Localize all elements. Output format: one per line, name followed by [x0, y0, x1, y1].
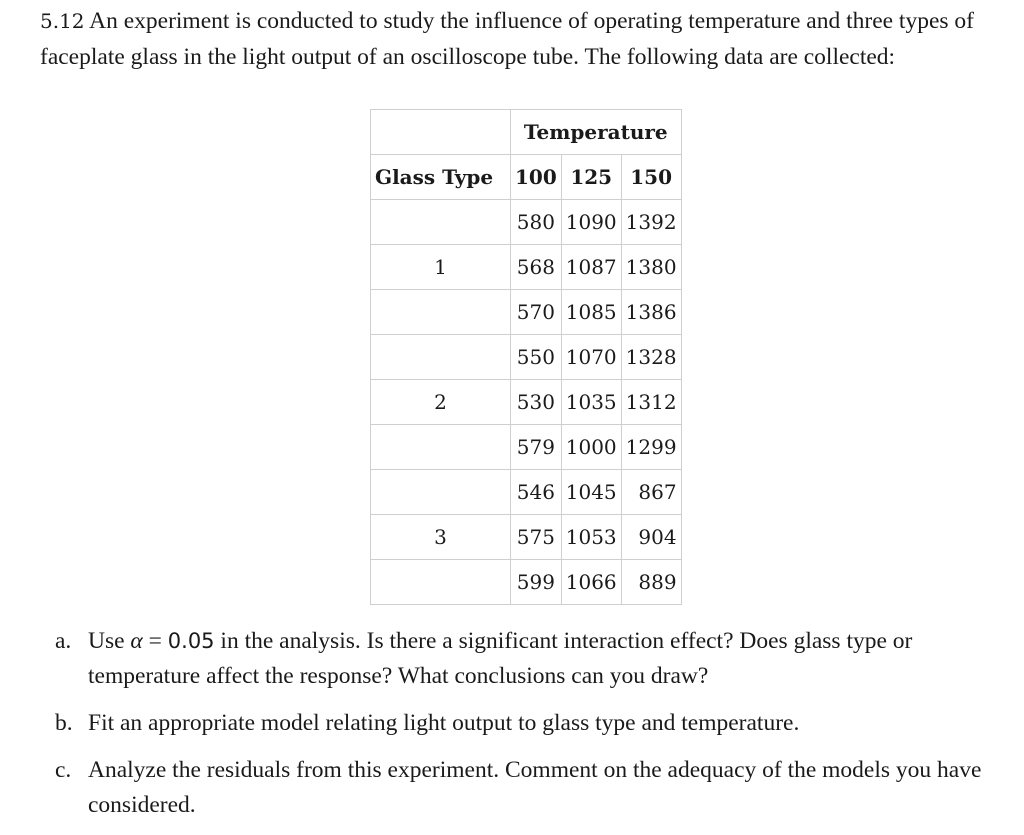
glass-type-cell	[371, 200, 511, 245]
light-output-cell: 599	[511, 560, 562, 605]
question-text	[88, 624, 1010, 694]
table-row	[371, 560, 682, 605]
light-output-cell: 867	[621, 470, 681, 515]
problem-number: 5.12	[40, 9, 85, 33]
glass-type-cell: 1	[371, 245, 511, 290]
table-row	[371, 425, 682, 470]
glass-type-cell	[371, 425, 511, 470]
table-row	[371, 200, 682, 245]
table-row	[371, 515, 682, 560]
table-body	[371, 200, 682, 605]
light-output-cell: 1392	[621, 200, 681, 245]
light-output-cell: 1035	[561, 380, 621, 425]
light-output-cell: 579	[511, 425, 562, 470]
light-output-cell: 1087	[561, 245, 621, 290]
question-b	[55, 706, 1010, 741]
light-output-cell: 1070	[561, 335, 621, 380]
light-output-cell: 1386	[621, 290, 681, 335]
light-output-cell: 1045	[561, 470, 621, 515]
light-output-cell: 550	[511, 335, 562, 380]
light-output-cell: 570	[511, 290, 562, 335]
temp-col-header: 150	[621, 155, 681, 200]
temp-col-header: 125	[561, 155, 621, 200]
question-text: Fit an appropriate model relating light output to glass type and temperature.	[88, 710, 800, 736]
light-output-cell: 1000	[561, 425, 621, 470]
light-output-cell: 1328	[621, 335, 681, 380]
question-a	[55, 624, 1010, 694]
question-letter: b.	[55, 710, 73, 736]
glass-type-cell	[371, 290, 511, 335]
question-c	[55, 753, 1010, 823]
light-output-cell: 530	[511, 380, 562, 425]
light-output-cell: 1312	[621, 380, 681, 425]
glass-type-cell	[371, 560, 511, 605]
glass-type-cell	[371, 335, 511, 380]
light-output-cell: 1066	[561, 560, 621, 605]
table-row	[371, 380, 682, 425]
question-a-post: in the analysis. Is there a significant interaction effect? Does glass type or temperature affect the response? What conclusions can you draw?	[88, 628, 913, 689]
question-letter: a.	[55, 628, 72, 654]
light-output-cell: 1090	[561, 200, 621, 245]
table-header-row-1	[371, 110, 682, 155]
light-output-cell: 1380	[621, 245, 681, 290]
light-output-cell: 580	[511, 200, 562, 245]
question-text: Analyze the residuals from this experiment. Comment on the adequacy of the models you have considered.	[88, 757, 982, 818]
table-row	[371, 470, 682, 515]
question-a-pre: Use	[88, 628, 125, 654]
light-output-cell: 889	[621, 560, 681, 605]
alpha-symbol: α	[130, 628, 143, 654]
glass-type-cell	[371, 470, 511, 515]
equals-sign: =	[142, 628, 168, 654]
table-row	[371, 290, 682, 335]
table-header-row-2	[371, 155, 682, 200]
table-row	[371, 335, 682, 380]
data-table	[370, 109, 682, 605]
light-output-cell: 546	[511, 470, 562, 515]
light-output-cell: 1085	[561, 290, 621, 335]
glass-type-header: Glass Type	[371, 155, 511, 200]
problem-statement	[40, 4, 1000, 75]
light-output-cell: 1299	[621, 425, 681, 470]
alpha-value: 0.05	[167, 629, 215, 653]
glass-type-cell: 3	[371, 515, 511, 560]
temp-col-header: 100	[511, 155, 562, 200]
light-output-cell: 904	[621, 515, 681, 560]
glass-type-cell: 2	[371, 380, 511, 425]
temperature-header: Temperature	[511, 110, 682, 155]
question-letter: c.	[55, 757, 72, 783]
table-row	[371, 245, 682, 290]
question-list	[55, 624, 1010, 835]
problem-text: An experiment is conducted to study the influence of operating temperature and three types of faceplate glass in the light output of an oscilloscope tube. The following data are collected:	[40, 8, 974, 70]
light-output-cell: 1053	[561, 515, 621, 560]
light-output-cell: 568	[511, 245, 562, 290]
header-blank-cell	[371, 110, 511, 155]
light-output-cell: 575	[511, 515, 562, 560]
